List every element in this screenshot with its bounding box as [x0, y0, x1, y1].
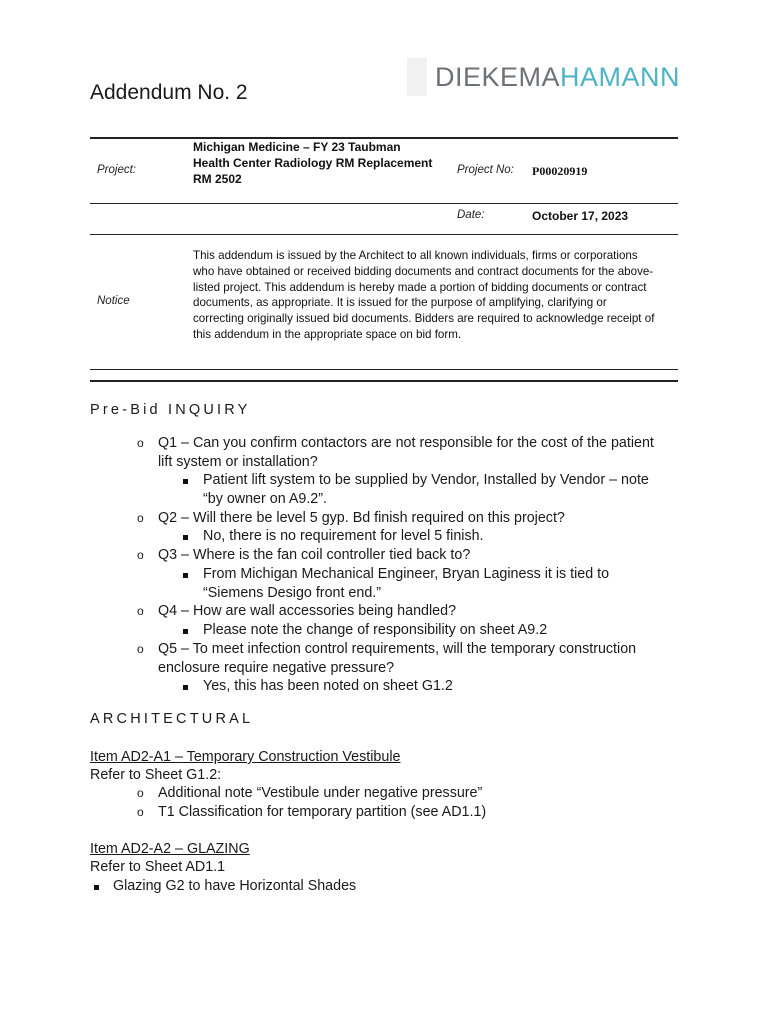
- answer-q1: [203, 471, 649, 508]
- item-ad2-a1-bullet: T1 Classification for temporary partition (see AD1.1): [158, 804, 487, 820]
- item-ad2-a2-bullet: Glazing G2 to have Horizontal Shades: [113, 878, 357, 894]
- answer-line: Patient lift system to be supplied by Vendor, Installed by Vendor – note: [203, 472, 649, 488]
- project-label: Project:: [97, 164, 136, 176]
- item-ad2-a2-title: Item AD2-A2 – GLAZING: [90, 841, 250, 857]
- square-bullet-icon: [183, 479, 188, 484]
- question-q3: [158, 546, 470, 565]
- notice-label: Notice: [97, 295, 130, 307]
- answer-q4: [203, 621, 547, 640]
- notice-line: correcting originally issued bid documents. Bidders are required to acknowledge receipt of: [193, 312, 655, 326]
- question-line: lift system or installation?: [158, 453, 318, 470]
- square-bullet-icon: [183, 573, 188, 578]
- project-value-line: Michigan Medicine – FY 23 Taubman: [193, 140, 401, 154]
- notice-line: who have obtained or received bidding documents and contract documents for the above-: [193, 264, 654, 278]
- answer-line: “Siemens Desigo front end.”: [203, 584, 381, 601]
- question-line: Q3 – Where is the fan coil controller tied back to?: [158, 547, 471, 563]
- question-line: Q5 – To meet infection control requirements, will the temporary construction: [158, 641, 637, 657]
- project-value-line: Health Center Radiology RM Replacement: [193, 156, 433, 170]
- item-ad2-a1-ref: Refer to Sheet G1.2:: [90, 767, 222, 783]
- question-line: Q4 – How are wall accessories being handled?: [158, 603, 457, 619]
- answer-q3: [203, 565, 609, 602]
- notice-text: [193, 248, 673, 343]
- logo-text-diekema: DIEKEMA: [435, 62, 561, 92]
- architectural-heading: ARCHITECTURAL: [90, 711, 254, 727]
- circle-bullet-icon: o: [137, 511, 144, 525]
- item-ad2-a1-bullet: Additional note “Vestibule under negative pressure”: [158, 785, 483, 801]
- notice-line: This addendum is issued by the Architect to all known individuals, firms or corporations: [193, 249, 638, 262]
- question-line: Q1 – Can you confirm contactors are not responsible for the cost of the patient: [158, 435, 654, 451]
- question-q4: [158, 602, 456, 621]
- prebid-heading: Pre-Bid INQUIRY: [90, 402, 251, 418]
- square-bullet-icon: [94, 885, 99, 890]
- project-no-label: Project No:: [457, 164, 514, 176]
- circle-bullet-icon: o: [137, 436, 144, 450]
- table-rule-3: [90, 369, 678, 370]
- notice-line: documents, as appropriate. It is issued for the purpose of amplifying, clarifying or: [193, 296, 607, 310]
- project-value-line: RM 2502: [193, 172, 242, 186]
- table-rule-2: [90, 234, 678, 235]
- question-line: enclosure require negative pressure?: [158, 659, 395, 676]
- question-q5: [158, 640, 636, 677]
- question-line: Q2 – Will there be level 5 gyp. Bd finish required on this project?: [158, 510, 565, 526]
- answer-line: Yes, this has been noted on sheet G1.2: [203, 678, 453, 694]
- company-logo: [407, 60, 680, 94]
- project-value: [193, 139, 432, 187]
- answer-q5: [203, 677, 453, 696]
- square-bullet-icon: [183, 685, 188, 690]
- answer-line: No, there is no requirement for level 5 finish.: [203, 528, 484, 544]
- date-value: October 17, 2023: [532, 209, 629, 223]
- logo-text-hamann: HAMANN: [560, 62, 681, 92]
- date-label: Date:: [457, 209, 485, 221]
- answer-line: From Michigan Mechanical Engineer, Bryan Laginess it is tied to: [203, 566, 610, 582]
- project-no-value: P00020919: [532, 164, 588, 178]
- question-q1: [158, 434, 654, 471]
- square-bullet-icon: [183, 535, 188, 540]
- document-title: Addendum No. 2: [90, 81, 248, 104]
- notice-line: this addendum in the appropriate space on bid form.: [193, 327, 462, 341]
- square-bullet-icon: [183, 629, 188, 634]
- answer-line: “by owner on A9.2”.: [203, 490, 327, 507]
- item-ad2-a2-ref: Refer to Sheet AD1.1: [90, 859, 226, 875]
- answer-line: Please note the change of responsibility on sheet A9.2: [203, 622, 548, 638]
- circle-bullet-icon: o: [137, 805, 144, 819]
- table-bottom-rule: [90, 380, 678, 382]
- answer-q2: [203, 527, 484, 546]
- circle-bullet-icon: o: [137, 604, 144, 618]
- circle-bullet-icon: o: [137, 548, 144, 562]
- item-ad2-a1-title: Item AD2-A1 – Temporary Construction Vestibule: [90, 749, 401, 765]
- circle-bullet-icon: o: [137, 642, 144, 656]
- notice-line: listed project. This addendum is hereby made a portion of bidding documents or contract: [193, 280, 647, 294]
- circle-bullet-icon: o: [137, 786, 144, 800]
- table-rule-1: [90, 203, 678, 204]
- question-q2: [158, 509, 565, 528]
